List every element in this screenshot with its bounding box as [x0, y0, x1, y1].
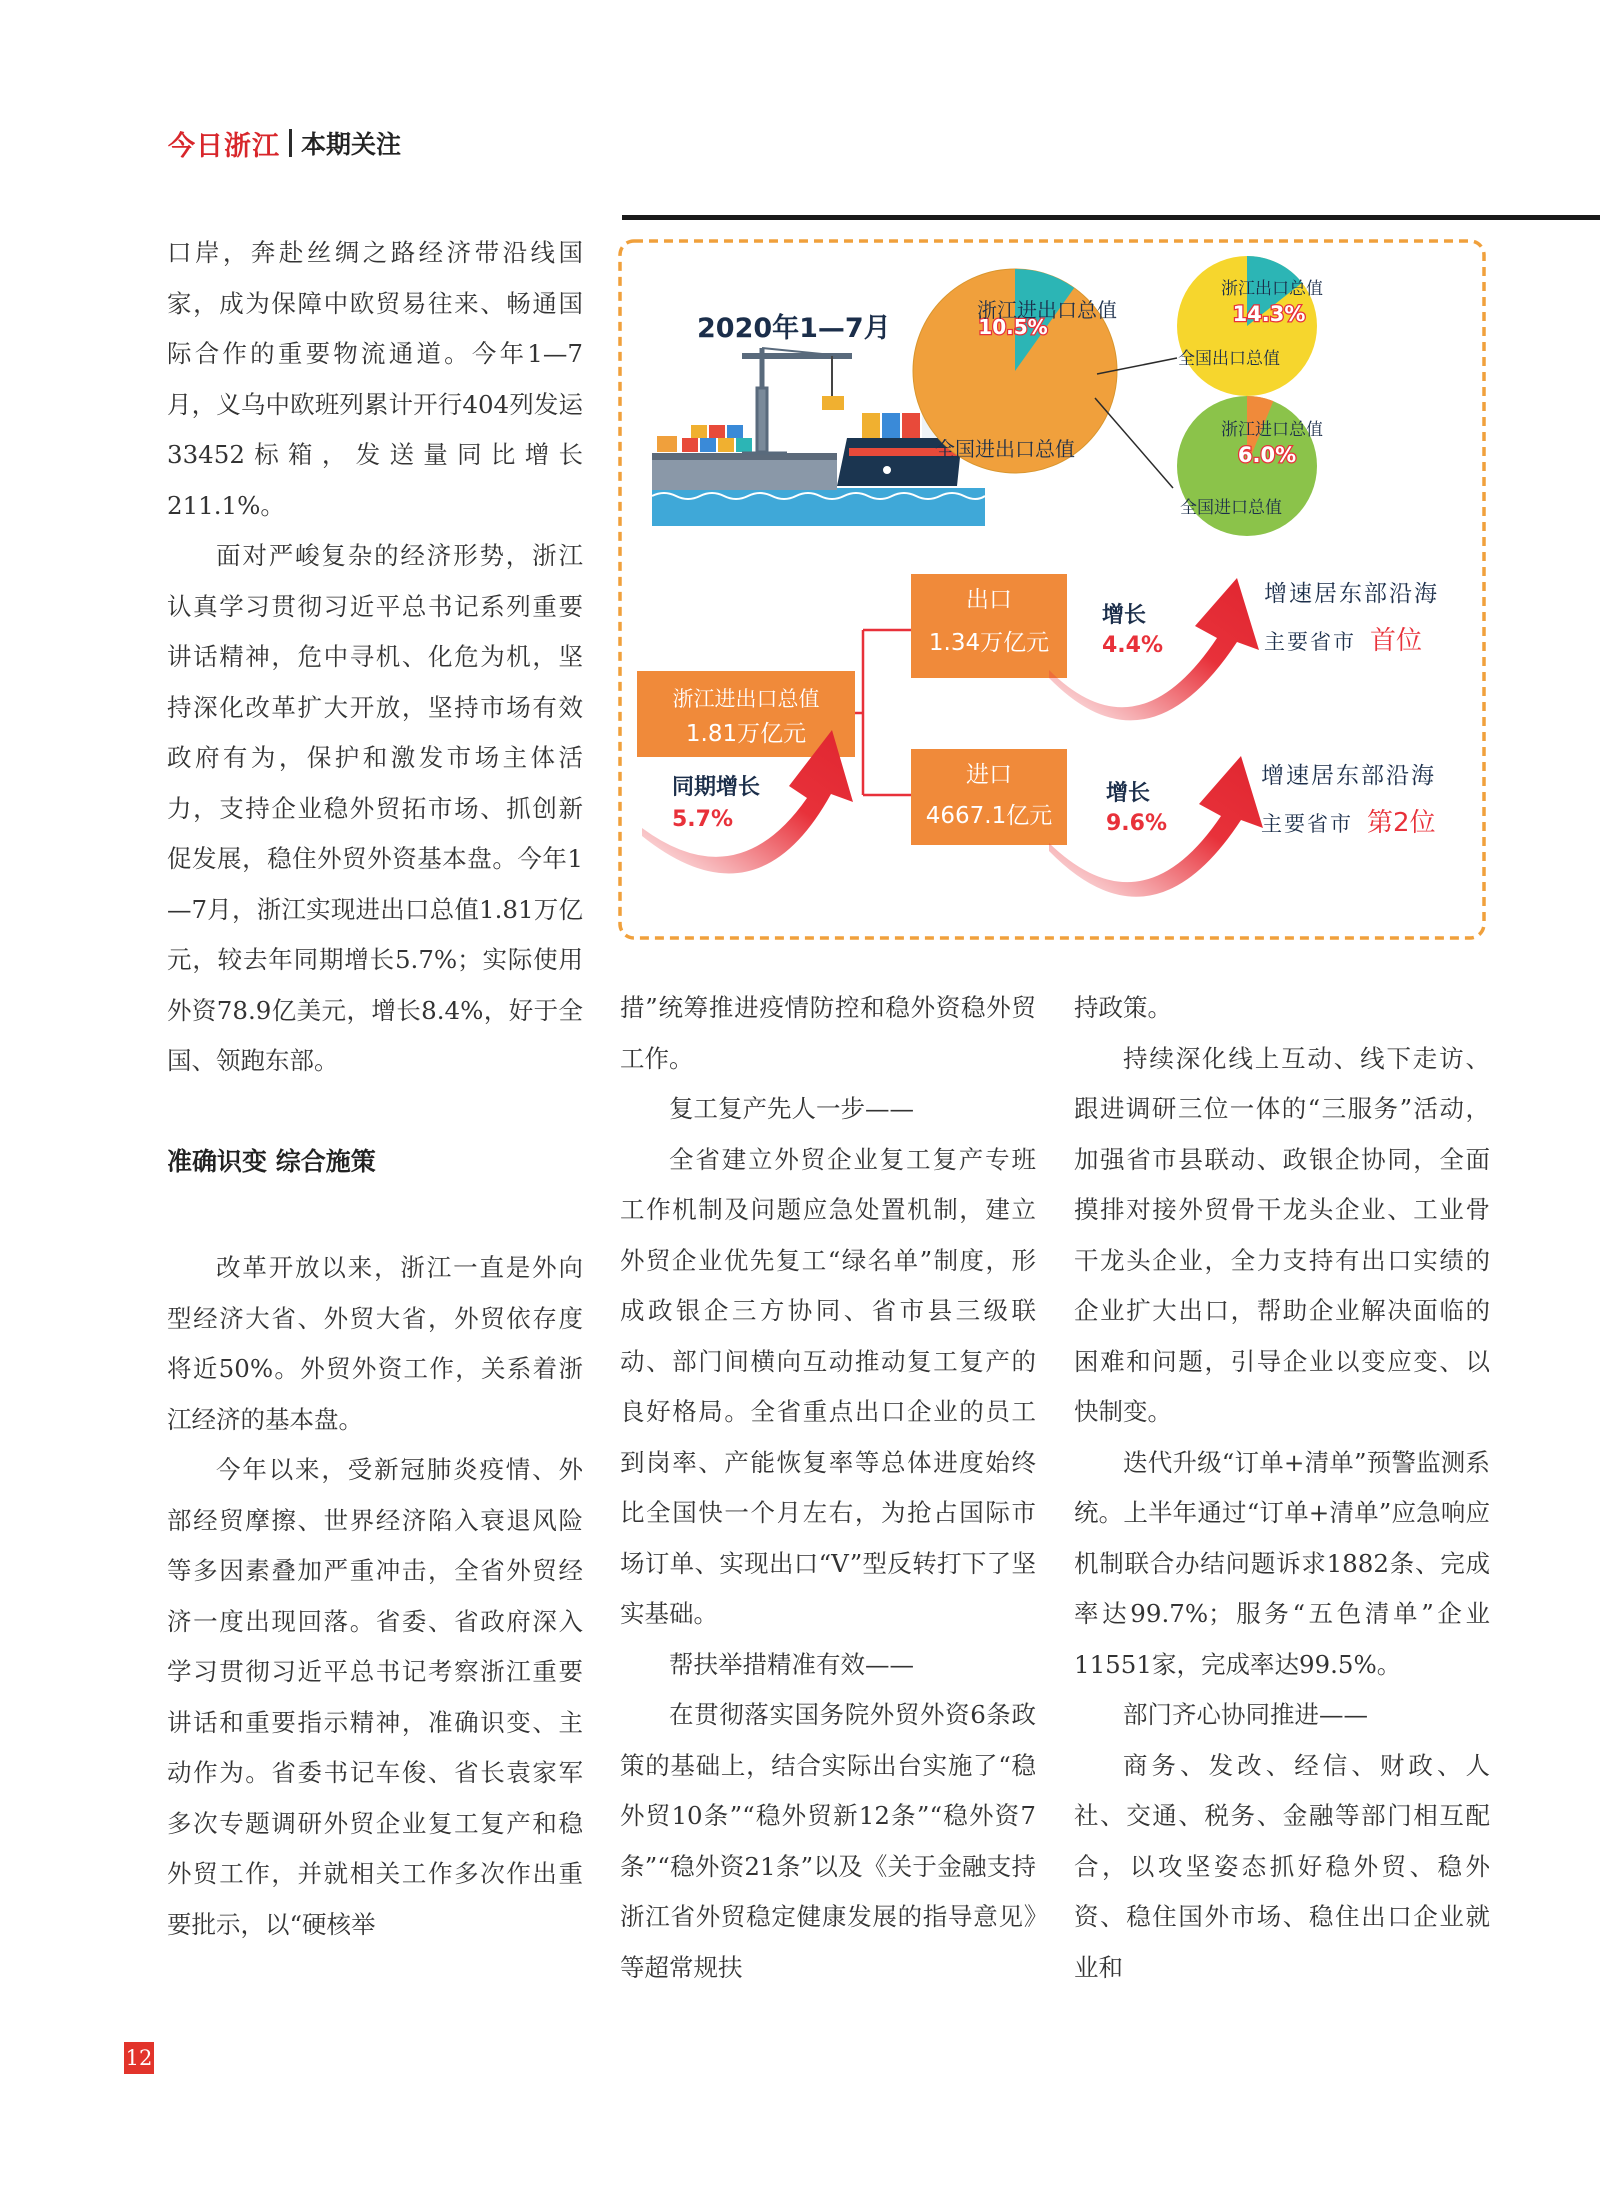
paragraph: 持续深化线上互动、线下走访、跟进调研三位一体的“三服务”活动，加强省市县联动、政银企协同，全面摸排对接外贸骨干龙头企业、工业骨干龙头企业，全力支持有出口实绩的企业扩大出口，帮助企业解决面临的困难和问题，引导企业以变应变、以快制变。 — [1074, 1043, 1490, 1426]
run-in-heading: 部门齐心协同推进—— — [1123, 1700, 1368, 1729]
text-column-1 — [167, 228, 583, 1950]
paragraph: 全省建立外贸企业复工复产专班工作机制及问题应急处置机制，建立外贸企业优先复工“绿名单”制度，形成政银企三方协同、省市县三级联动、部门间横向互动推动复工复产的良好格局。全省重点出口企业的员工到岗率、产能恢复率等总体进度始终比全国快一个月左右，为抢占国际市场订单、实现出口“V”型反转打下了坚实基础。 — [620, 1144, 1036, 1628]
pie-label-zhejiang-import: 浙江进口总值 — [1221, 420, 1323, 440]
export-rank-line1: 增速居东部沿海 — [1264, 581, 1439, 607]
total-growth-value: 5.7% — [672, 807, 734, 832]
pie-label-zhejiang-total: 浙江进出口总值 — [977, 298, 1117, 322]
import-value-box — [911, 749, 1067, 845]
period-title: 2020年1—7月 — [697, 313, 891, 344]
total-box-title: 浙江进出口总值 — [672, 687, 820, 711]
header-divider — [289, 129, 292, 157]
pie-label-national-total: 全国进出口总值 — [935, 437, 1075, 461]
paragraph: 迭代升级“订单+清单”预警监测系统。上半年通过“订单+清单”应急响应机制联合办结问题诉求1882条、完成率达99.7%；服务“五色清单”企业11551家，完成率达99.5%。 — [1074, 1447, 1490, 1679]
paragraph: 面对严峻复杂的经济形势，浙江认真学习贯彻习近平总书记系列重要讲话精神，危中寻机、化危为机，坚持深化改革扩大开放，坚持市场有效政府有为，保护和激发市场主体活力，支持企业稳外贸拓市场、抓创新促发展，稳住外贸外资基本盘。今年1—7月，浙江实现进出口总值1.81万亿元，较去年同期增长5.7%；实际使用外资78.9亿美元，增长8.4%，好于全国、领跑东部。 — [167, 541, 583, 1075]
magazine-logo: 今日浙江 — [168, 130, 280, 162]
paragraph: 在贯彻落实国务院外贸外资6条政策的基础上，结合实际出台实施了“稳外贸10条”“稳外贸新12条”“稳外资7条”“稳外资21条”以及《关于金融支持浙江省外贸稳定健康发展的指导意见》等超常规扶 — [620, 1700, 1036, 1982]
run-in-heading: 复工复产先人一步—— — [669, 1094, 914, 1123]
header-rule — [622, 215, 1600, 220]
paragraph: 改革开放以来，浙江一直是外向型经济大省、外贸大省，外贸依存度将近50%。外贸外资工作，关系着浙江经济的基本盘。 — [167, 1253, 583, 1434]
section-label: 本期关注 — [301, 130, 402, 159]
export-rank-value: 首位 — [1370, 626, 1423, 656]
export-growth-value: 4.4% — [1102, 633, 1164, 658]
import-rank-value: 第2位 — [1367, 808, 1436, 838]
pie-pct-export: 14.3% — [1232, 302, 1306, 326]
section-subheading: 准确识变 综合施策 — [167, 1146, 376, 1176]
pie-national-export — [1177, 256, 1323, 396]
total-growth-label: 同期增长 — [672, 775, 761, 800]
paragraph: 措”统筹推进疫情防控和稳外资稳外贸工作。 — [620, 993, 1036, 1073]
page-number: 12 — [124, 2042, 154, 2074]
paragraph: 持政策。 — [1074, 993, 1172, 1022]
total-box-value: 1.81万亿元 — [685, 721, 807, 747]
pie-label-zhejiang-export: 浙江出口总值 — [1221, 279, 1323, 299]
text-column-2 — [620, 983, 1036, 1993]
pie-label-national-export: 全国出口总值 — [1178, 349, 1280, 369]
pie-pct-import: 6.0% — [1237, 443, 1297, 467]
import-box-title: 进口 — [966, 762, 1012, 788]
run-in-heading: 帮扶举措精准有效—— — [669, 1649, 914, 1679]
export-growth-label: 增长 — [1102, 603, 1147, 628]
trade-infographic — [617, 238, 1487, 941]
text-column-3 — [1074, 983, 1490, 1993]
paragraph: 今年以来，受新冠肺炎疫情、外部经贸摩擦、世界经济陷入衰退风险等多因素叠加严重冲击，全省外贸经济一度出现回落。省委、省政府深入学习贯彻习近平总书记考察浙江重要讲话和重要指示精神，准确识变、主动作为。省委书记车俊、省长袁家军多次专题调研外贸企业复工复产和稳外贸工作，并就相关工作多次作出重要批示，以“硬核举 — [167, 1455, 583, 1939]
pie-label-national-import: 全国进口总值 — [1180, 498, 1282, 518]
export-box-title: 出口 — [966, 587, 1012, 613]
pie-national-import — [1177, 396, 1323, 536]
page-header — [168, 120, 401, 166]
branch-connector — [855, 630, 911, 795]
pie-pct-total: 10.5% — [978, 315, 1048, 339]
import-rank-line2: 主要省市 — [1261, 812, 1353, 836]
paragraph: 口岸，奔赴丝绸之路经济带沿线国家，成为保障中欧贸易往来、畅通国际合作的重要物流通道。今年1—7月，义乌中欧班列累计开行404列发运33452标箱，发送量同比增长211.1%。 — [167, 238, 583, 520]
import-box-value: 4667.1亿元 — [925, 803, 1053, 829]
paragraph: 商务、发改、经信、财政、人社、交通、税务、金融等部门相互配合，以攻坚姿态抓好稳外贸、稳外资、稳住国外市场、稳住出口企业就业和 — [1074, 1750, 1490, 1982]
export-box-value: 1.34万亿元 — [928, 630, 1050, 656]
connector-line — [1095, 398, 1173, 488]
pie-national-total — [913, 269, 1117, 473]
import-growth-label: 增长 — [1106, 781, 1151, 806]
import-rank-line1: 增速居东部沿海 — [1261, 763, 1436, 789]
export-value-box — [911, 574, 1067, 678]
import-growth-value: 9.6% — [1106, 811, 1168, 836]
export-rank-line2: 主要省市 — [1264, 630, 1356, 654]
